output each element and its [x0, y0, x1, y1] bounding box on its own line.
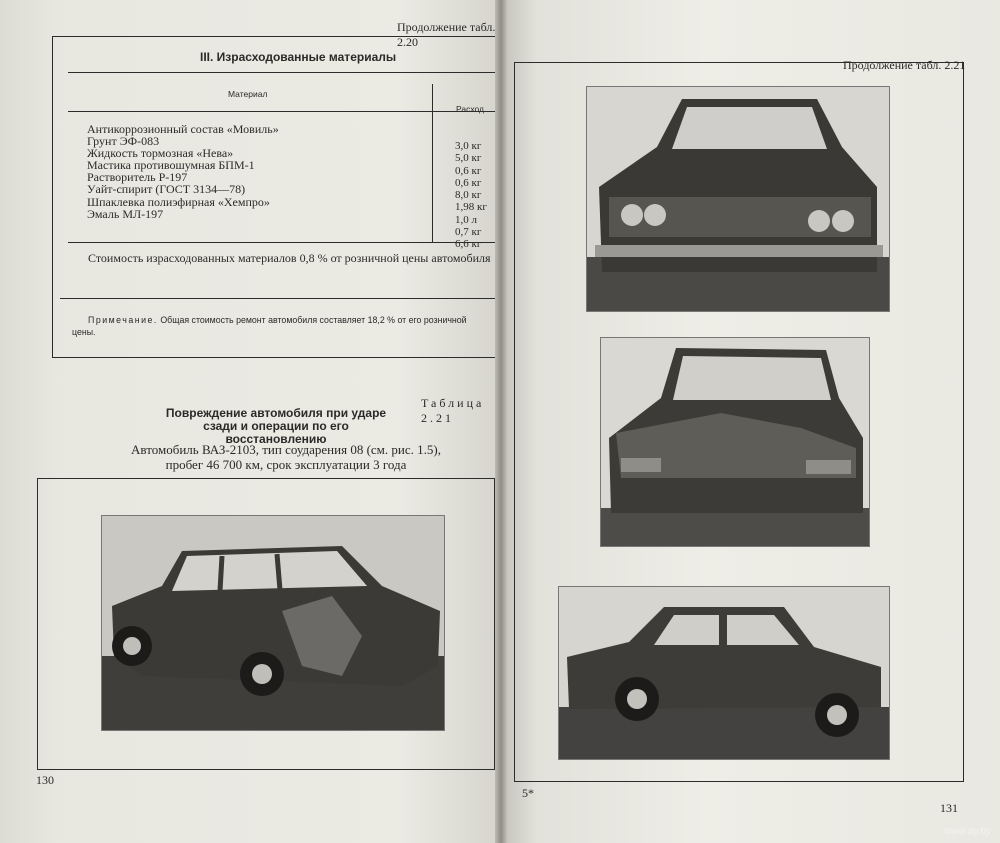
watermark: www.ay.by — [944, 826, 992, 837]
car-front-photo — [586, 86, 890, 312]
continuation-header-right: Продолжение табл. 2.21 — [843, 58, 966, 72]
material-amount: 0,6 кг — [455, 176, 482, 189]
table-rule — [68, 242, 496, 243]
column-header-material: Материал — [228, 89, 268, 99]
material-amount: 0,6 кг — [455, 164, 482, 177]
materials-cost-text: Стоимость израсходованных материалов 0,8 % от розничной цены автомобиля — [88, 251, 491, 265]
book-gutter — [495, 0, 507, 843]
note-text: Общая стоимость ремонт автомобиля составляет 18,2 % от его розничной цены. — [72, 315, 467, 337]
materials-list — [87, 123, 279, 220]
signature-mark: 5* — [522, 786, 534, 800]
table-note — [72, 314, 492, 338]
materials-section-title: III. Израсходованные материалы — [200, 50, 397, 64]
material-name: Грунт ЭФ-083 — [87, 134, 160, 149]
amounts-list — [455, 140, 487, 251]
table-rule — [60, 298, 496, 299]
car-rear-photo — [600, 337, 870, 547]
material-amount: 0,7 кг — [455, 226, 482, 239]
note-label: Примечание. — [88, 315, 158, 325]
material-name: Шпаклевка полиэфирная «Хемпро» — [87, 194, 270, 209]
column-divider — [432, 84, 433, 242]
material-name: Мастика противошумная БПМ-1 — [87, 158, 255, 173]
table-header-rule — [68, 111, 496, 112]
material-amount: 5,0 кг — [455, 152, 482, 165]
table-title: Повреждение автомобиля при ударе сзади и операции по его восстановлению — [165, 406, 387, 446]
material-name: Уайт-спирит (ГОСТ 3134—78) — [87, 182, 246, 197]
material-amount: 3,0 кг — [455, 140, 482, 152]
column-header-consumption: Расход — [456, 104, 485, 114]
continuation-header-left: Продолжение табл. 2.20 — [397, 20, 496, 49]
material-name: Антикоррозионный состав «Мовиль» — [87, 122, 279, 136]
table-rule — [68, 72, 496, 73]
material-amount: 6,6 кг — [455, 238, 482, 251]
table-subtitle: Автомобиль ВАЗ-2103, тип соударения 08 (см. рис. 1.5), пробег 46 700 км, срок эксплуатации 3 года — [131, 442, 441, 472]
material-amount: 8,0 кг — [455, 189, 482, 202]
page-number-right: 131 — [940, 801, 958, 815]
car-side-photo — [558, 586, 890, 760]
material-amount: 1,98 кг — [455, 201, 487, 214]
table-label: Таблица 2.21 — [421, 396, 485, 425]
material-amount: 1,0 л — [455, 213, 477, 226]
page-number-left: 130 — [36, 773, 54, 787]
material-name: Растворитель Р-197 — [87, 170, 188, 185]
material-name: Эмаль МЛ-197 — [87, 206, 164, 221]
car-rear-damage-photo — [101, 515, 445, 731]
material-name: Жидкость тормозная «Нева» — [87, 146, 234, 161]
